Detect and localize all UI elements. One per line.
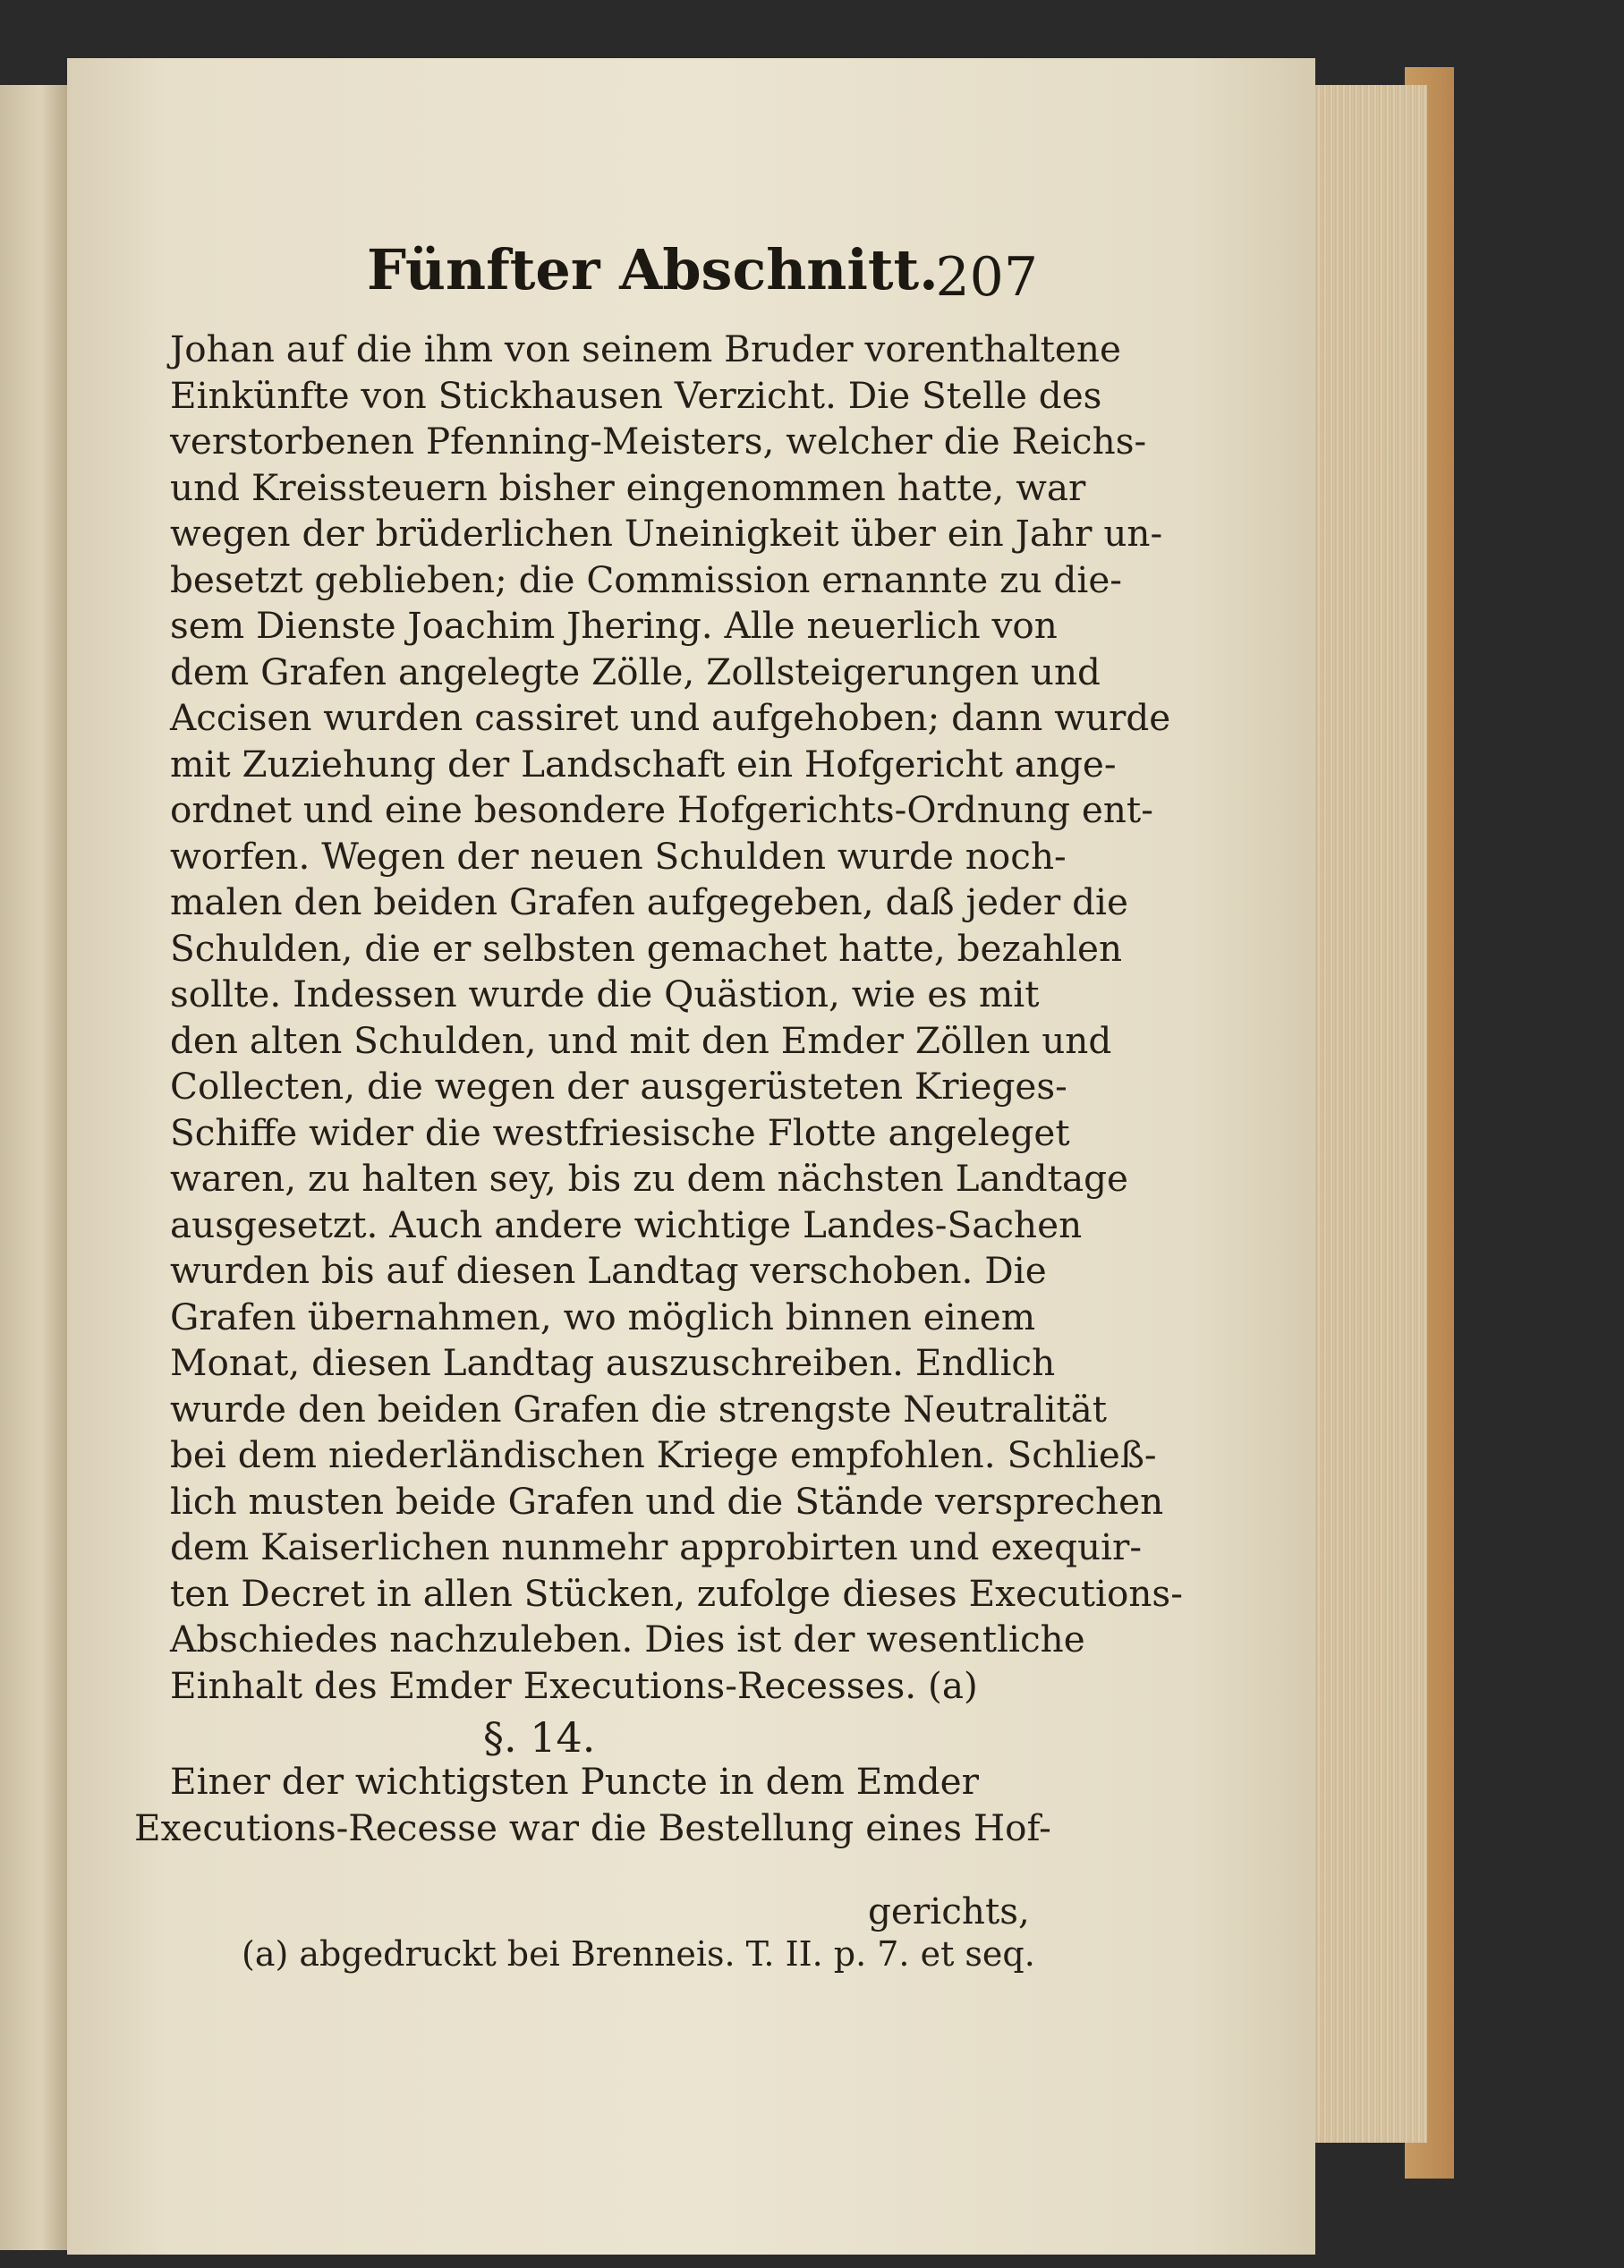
text-line: ausgesetzt. Auch andere wichtige Landes-Sachen (170, 1202, 1083, 1246)
section-paragraph (134, 1758, 1051, 1851)
text-line: sollte. Indessen wurde die Quästion, wie es mit (170, 973, 1040, 1015)
text-line: Einhalt des Emder Executions-Recesses. (a) (170, 1663, 978, 1707)
text-line: Schulden, die er selbsten gemachet hatte, bezahlen (170, 926, 1123, 970)
text-line: verstorbenen Pfenning-Meisters, welcher die Reichs- (170, 420, 1147, 463)
footnote: (a) abgedruckt bei Brenneis. T. II. p. 7. et seq. (242, 1934, 1035, 1974)
text-line: malen den beiden Grafen aufgegeben, daß jeder die (170, 880, 1128, 923)
text-line: lich musten beide Grafen und die Stände versprechen (170, 1479, 1164, 1523)
running-header (367, 237, 1038, 318)
text-line: worfen. Wegen der neuen Schulden wurde noch- (170, 834, 1067, 878)
text-line: Collecten, die wegen der ausgerüsteten Krieges- (170, 1065, 1067, 1108)
chapter-title: Fünfter Abschnitt. (367, 237, 939, 302)
main-paragraph (170, 327, 1183, 1709)
text-line: und Kreissteuern bisher eingenommen hatte, war (170, 465, 1086, 509)
text-line: wegen der brüderlichen Uneinigkeit über ein Jahr un- (170, 512, 1163, 555)
text-line: ten Decret in allen Stücken, zufolge dieses Executions- (170, 1571, 1183, 1615)
text-line: Schiffe wider die westfriesische Flotte angeleget (170, 1110, 1070, 1154)
facing-page-edge (0, 85, 67, 2250)
text-line: Grafen übernahmen, wo möglich binnen einem (170, 1295, 1036, 1338)
text-line: waren, zu halten sey, bis zu dem nächsten Landtage (170, 1157, 1128, 1200)
text-line: wurde den beiden Grafen die strengste Neutralität (170, 1387, 1108, 1431)
text-line: Executions-Recesse war die Bestellung eines Hof- (134, 1806, 1051, 1849)
text-line: dem Kaiserlichen nunmehr approbirten und exequir- (170, 1525, 1143, 1568)
text-line: den alten Schulden, und mit den Emder Zöllen und (170, 1018, 1112, 1062)
page-number: 207 (935, 246, 1038, 309)
text-line: dem Grafen angelegte Zölle, Zollsteigerungen und (170, 650, 1101, 693)
text-line: mit Zuziehung der Landschaft ein Hofgericht ange- (170, 742, 1117, 786)
section-heading: §. 14. (483, 1713, 596, 1762)
text-line: Einkünfte von Stickhausen Verzicht. Die Stelle des (170, 373, 1102, 417)
text-line: wurden bis auf diesen Landtag verschoben. Die (170, 1249, 1047, 1292)
text-line: Abschiedes nachzuleben. Dies ist der wesentliche (170, 1618, 1085, 1661)
text-line: besetzt geblieben; die Commission ernannte zu die- (170, 557, 1122, 601)
page-edges (1302, 85, 1427, 2143)
text-line: bei dem niederländischen Kriege empfohlen. Schließ- (170, 1433, 1157, 1476)
text-line: Einer der wichtigsten Puncte in dem Emder (170, 1760, 979, 1803)
text-line: Monat, diesen Landtag auszuschreiben. Endlich (170, 1341, 1056, 1384)
catchword: gerichts, (868, 1890, 1030, 1932)
text-line: Johan auf die ihm von seinem Bruder vorenthaltene (170, 327, 1121, 370)
text-line: ordnet und eine besondere Hofgerichts-Ordnung ent- (170, 788, 1153, 831)
text-line: sem Dienste Joachim Jhering. Alle neuerlich von (170, 604, 1058, 647)
text-line: Accisen wurden cassiret und aufgehoben; dann wurde (170, 696, 1171, 739)
